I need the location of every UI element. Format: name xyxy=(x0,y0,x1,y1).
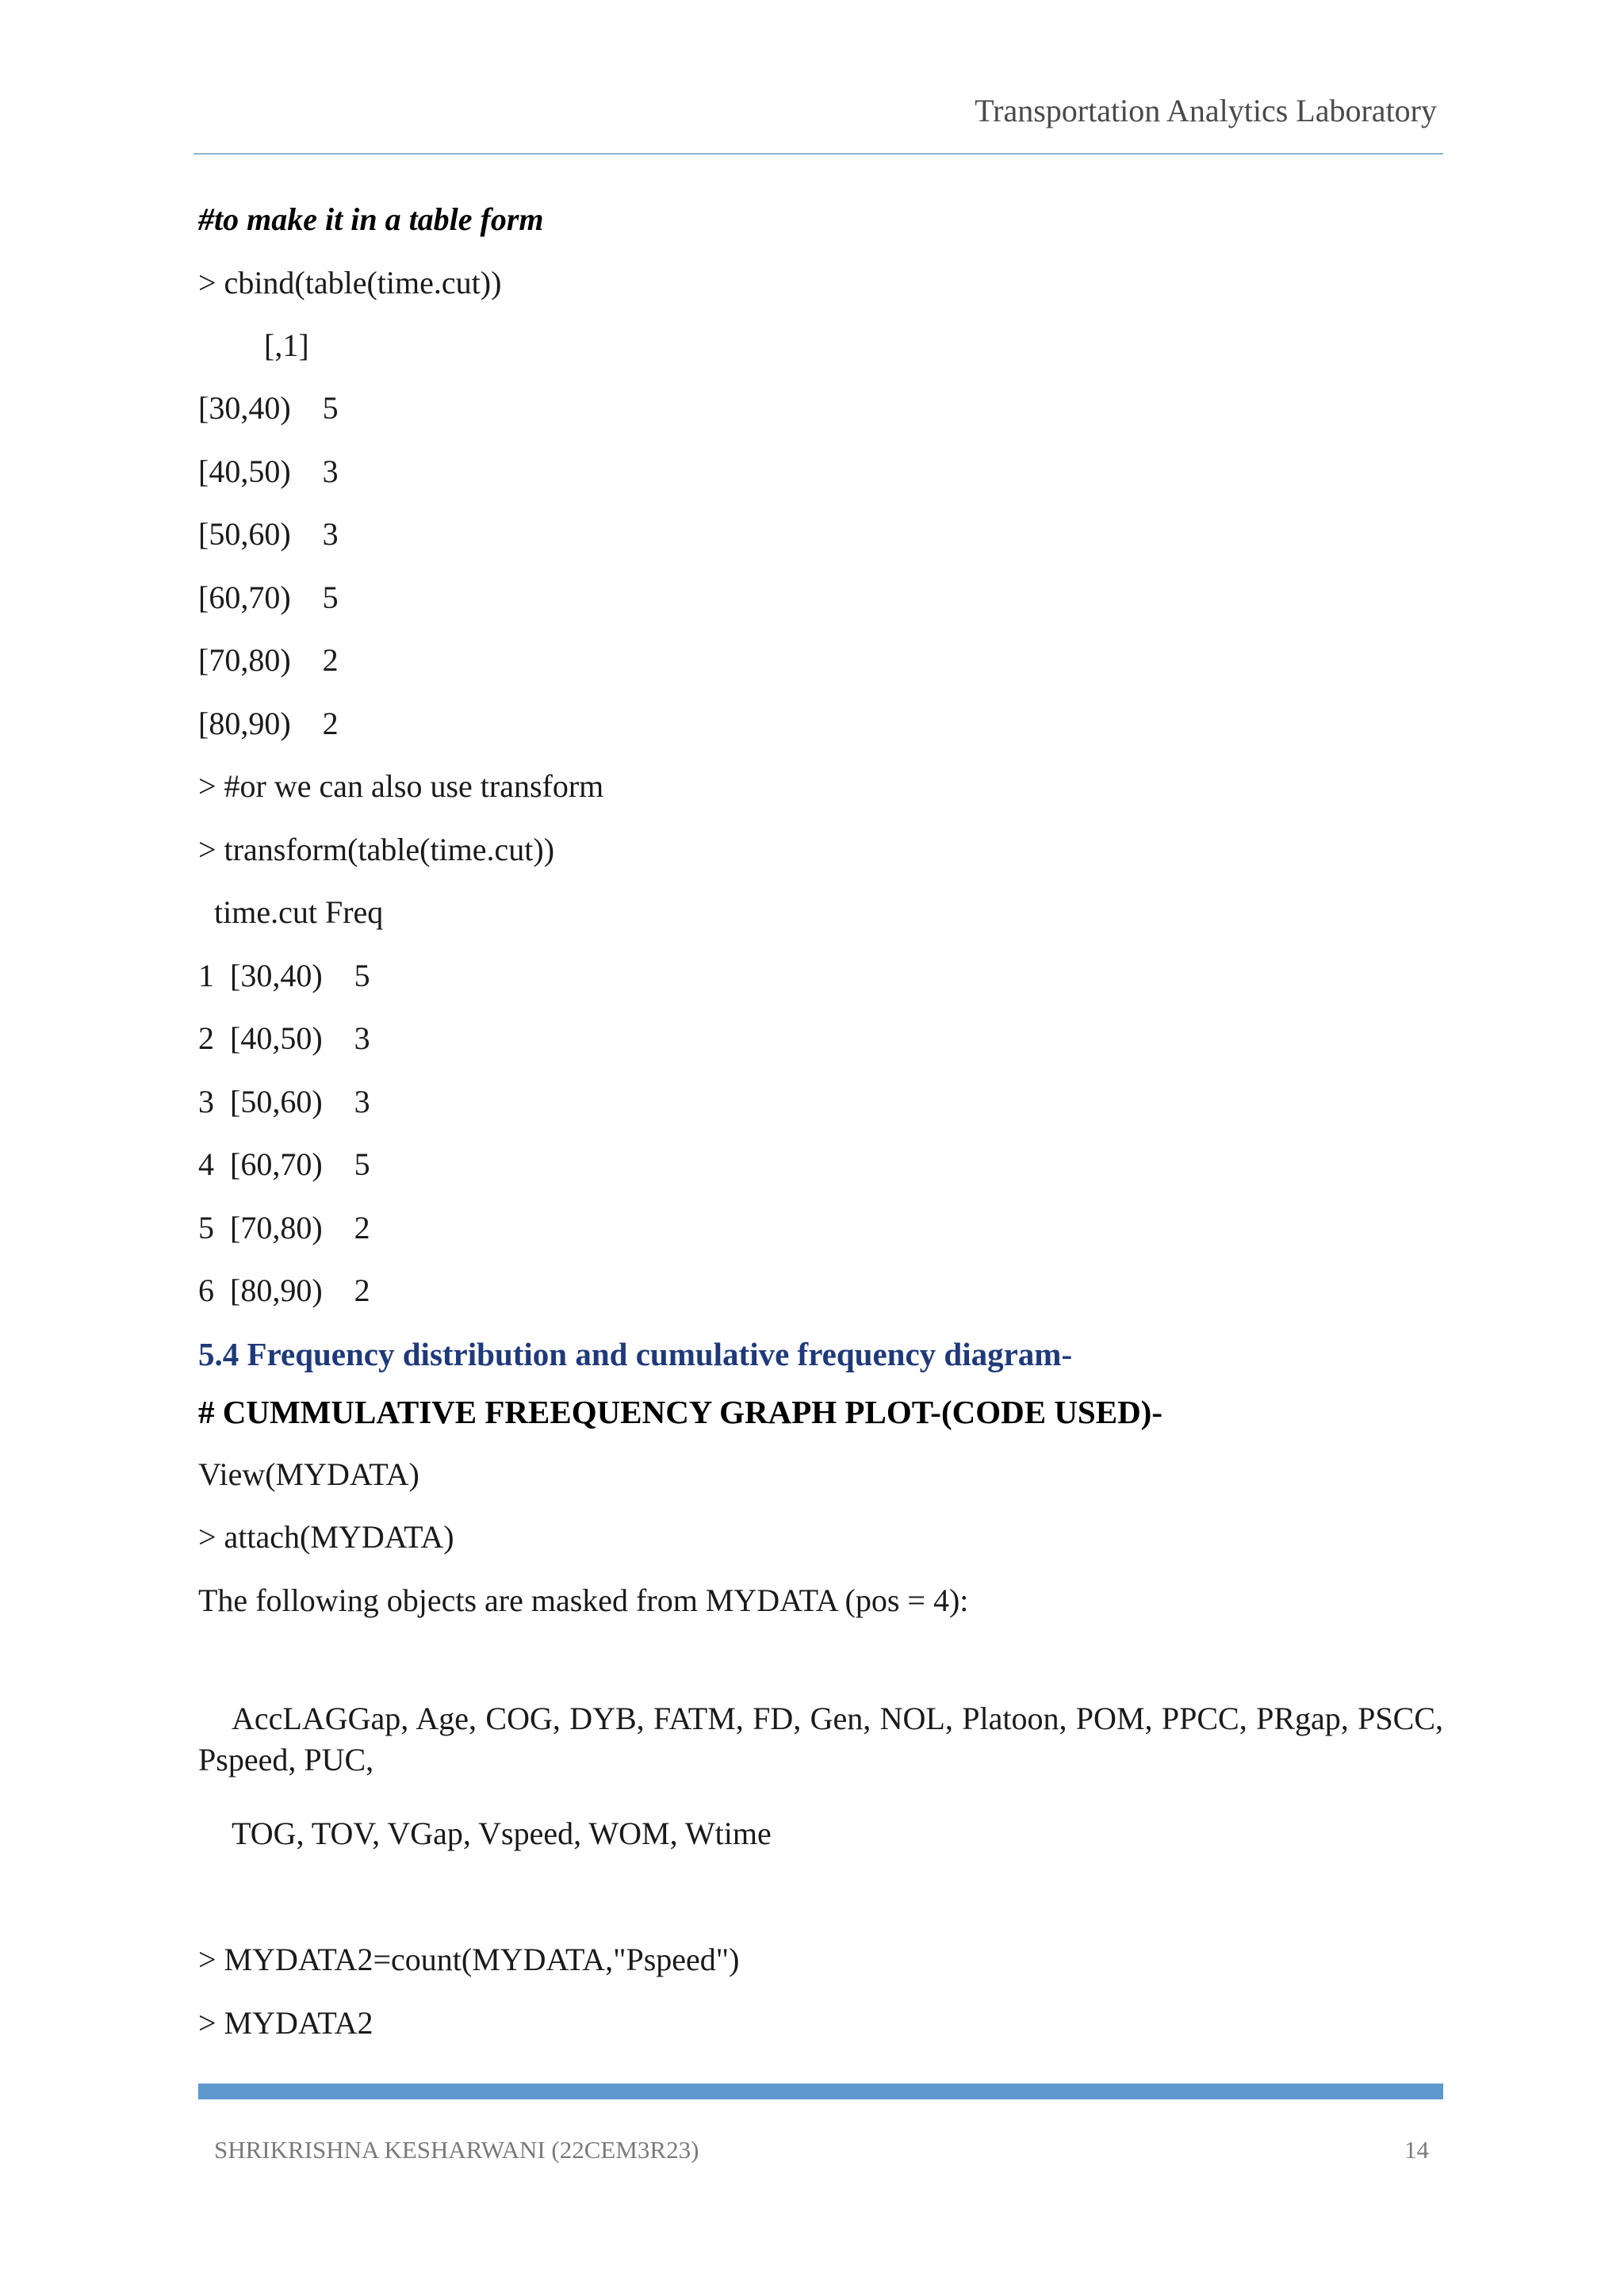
code-comment: #to make it in a table form xyxy=(198,201,544,237)
cbind-row: [80,90) 2 xyxy=(198,706,339,741)
masked-objects-list-continued: TOG, TOV, VGap, Vspeed, WOM, Wtime xyxy=(232,1816,772,1851)
header-rule xyxy=(193,153,1443,155)
masked-message: The following objects are masked from MYDATA (pos = 4): xyxy=(198,1582,969,1618)
running-header: Transportation Analytics Laboratory xyxy=(975,93,1437,128)
transform-row: 3 [50,60) 3 xyxy=(198,1084,370,1119)
transform-row: 6 [80,90) 2 xyxy=(198,1272,370,1308)
masked-objects-list: AccLAGGap, Age, COG, DYB, FATM, FD, Gen, NOL, Platoon, POM, PPCC, PRgap, PSCC, Pspeed, PUC, xyxy=(198,1701,1443,1777)
code-heading: # CUMMULATIVE FREEQUENCY GRAPH PLOT-(CODE USED)- xyxy=(198,1394,1162,1430)
transform-row: 4 [60,70) 5 xyxy=(198,1146,370,1182)
transform-column-header: time.cut Freq xyxy=(214,894,384,930)
cbind-column-header: [,1] xyxy=(264,327,309,363)
view-command: View(MYDATA) xyxy=(198,1456,419,1492)
transform-row: 5 [70,80) 2 xyxy=(198,1210,370,1246)
page-number: 14 xyxy=(1404,2136,1429,2164)
transform-row: 1 [30,40) 5 xyxy=(198,958,370,993)
cbind-row: [60,70) 5 xyxy=(198,580,339,615)
cbind-command: > cbind(table(time.cut)) xyxy=(198,265,502,300)
cbind-row: [30,40) 5 xyxy=(198,390,339,426)
transform-command: > transform(table(time.cut)) xyxy=(198,832,555,867)
footer-bar xyxy=(198,2084,1443,2099)
attach-command: > attach(MYDATA) xyxy=(198,1519,454,1555)
cbind-row: [40,50) 3 xyxy=(198,453,339,489)
transform-comment: > #or we can also use transform xyxy=(198,768,604,804)
cbind-row: [70,80) 2 xyxy=(198,642,339,678)
print-command: > MYDATA2 xyxy=(198,2005,373,2041)
cbind-row: [50,60) 3 xyxy=(198,516,339,552)
section-heading: 5.4 Frequency distribution and cumulative frequency diagram- xyxy=(198,1336,1073,1372)
transform-row: 2 [40,50) 3 xyxy=(198,1020,370,1056)
count-command: > MYDATA2=count(MYDATA,"Pspeed") xyxy=(198,1942,740,1977)
footer-author: SHRIKRISHNA KESHARWANI (22CEM3R23) xyxy=(214,2136,699,2164)
